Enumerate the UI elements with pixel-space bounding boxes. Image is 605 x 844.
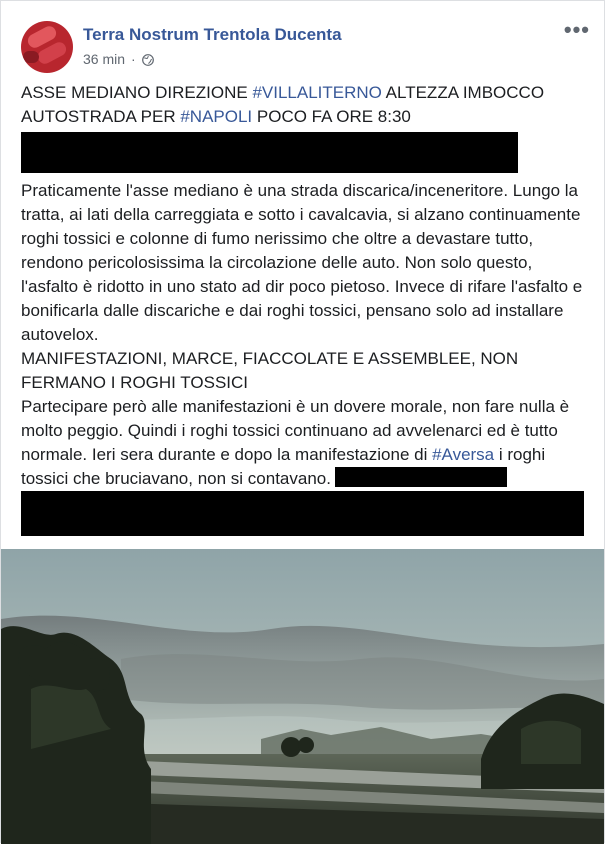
redaction-block-bottom — [21, 491, 584, 536]
paragraph-3 — [21, 395, 587, 491]
post-photo[interactable] — [1, 549, 604, 844]
redaction-block-top — [21, 132, 518, 173]
page-avatar[interactable] — [21, 21, 73, 73]
headline-text: ASSE MEDIANO DIREZIONE — [21, 83, 253, 102]
globe-icon[interactable] — [142, 53, 154, 65]
post-meta — [83, 51, 154, 67]
paragraph-3-text: Partecipare però alle manifestazioni è un dovere morale, non fare nulla è molto peggio. Quindi i roghi tossici continuano ad avvelenarci ed è tutto normale. Ieri sera durante e dopo la manifestazione di — [21, 397, 570, 464]
hashtag-aversa[interactable]: #Aversa — [432, 445, 495, 464]
post-header — [21, 17, 590, 73]
paragraph-1: Praticamente l'asse mediano è una strada discarica/inceneritore. Lungo la tratta, ai lati della carreggiata e sotto i cavalcavia, si alzano continuamente roghi tossici e colonne di fumo nerissimo che oltre a devastare tutto, rendono pericolosissima la circolazione delle auto. Non solo questo, l'asfalto è ridotto in uno stato ad dir poco pietoso. Invece di rifare l'asfalto e bonificarla dalle discariche e dai roghi tossici, pensano solo ad installare autovelox. — [21, 181, 583, 344]
post-timestamp[interactable]: 36 min — [83, 51, 126, 67]
hashtag-napoli[interactable]: #NAPOLI — [180, 107, 253, 126]
hashtag-villaliterno[interactable]: #VILLALITERNO — [252, 83, 382, 102]
redaction-block-inline — [335, 467, 507, 487]
paragraph-2: MANIFESTAZIONI, MARCE, FIACCOLATE E ASSEMBLEE, NON FERMANO I ROGHI TOSSICI — [21, 349, 519, 392]
page-name-link[interactable]: Terra Nostrum Trentola Ducenta — [83, 25, 342, 44]
headline-text: ALTEZZA IMBOCCO AUTOSTRADA PER — [21, 83, 545, 126]
paragraph-3-text: i roghi tossici che bruciavano, non si contavano. — [21, 445, 546, 488]
more-options-icon[interactable]: ••• — [563, 17, 590, 42]
meta-separator: · — [131, 51, 136, 67]
headline-text: POCO FA ORE 8:30 — [252, 107, 411, 126]
post-headline — [21, 81, 587, 129]
